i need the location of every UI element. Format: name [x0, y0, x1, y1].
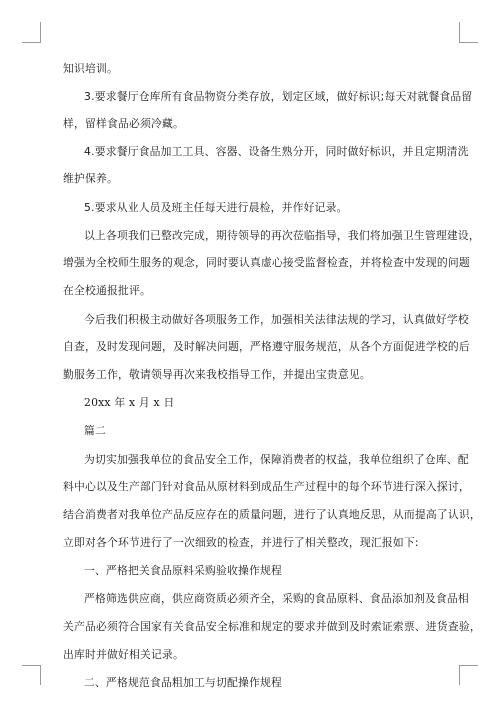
- text-line: 增强为全校师生服务的观念，同时要认真虚心接受监督检查，并将检查中发现的问题: [63, 256, 470, 269]
- text-line: 出库时并做好相关记录。: [63, 648, 184, 661]
- text-line: 以上各项我们已整改完成，期待领导的再次莅临指导，我们将加强卫生管理建设，: [84, 229, 480, 242]
- text-line: 严格筛选供应商，供应商资质必须齐全，采购的食品原料、食品添加剂及食品相: [84, 592, 469, 605]
- date-line: 20xx 年 x 月 x 日: [84, 396, 175, 409]
- text-line: 知识培训。: [63, 62, 118, 75]
- subheading: 一、严格把关食品原料采购验收操作规程: [84, 564, 282, 577]
- text-line: 料中心以及生产部门针对食品从原材料到成品生产过程中的每个环节进行深入探讨，: [63, 480, 470, 493]
- text-line: 今后我们积极主动做好各项服务工作，加强相关法律法规的学习，认真做好学校: [84, 313, 469, 326]
- crop-mark-top-left: [22, 42, 41, 43]
- text-line: 为切实加强我单位的食品安全工作，保障消费者的权益，我单位组织了仓库、配: [84, 453, 469, 466]
- crop-mark-bottom-left: [22, 665, 41, 666]
- text-line: 5.要求从业人员及班主任每天进行晨检，并作好记录。: [84, 201, 348, 214]
- text-line: 结合消费者对我单位产品反应存在的质量问题，进行了认真地反思，从而提高了认识，: [63, 508, 481, 521]
- crop-mark-bottom-left: [40, 665, 41, 685]
- text-line: 4.要求餐厅食品加工工具、容器、设备生熟分开，同时做好标识，并且定期清洗: [84, 145, 469, 158]
- text-line: 3.要求餐厅仓库所有食品物资分类存放，划定区域，做好标识;每天对就餐食品留: [84, 90, 473, 103]
- text-line: 样，留样食品必须冷藏。: [63, 117, 184, 130]
- crop-mark-top-left: [40, 22, 41, 42]
- crop-mark-top-right: [459, 22, 460, 42]
- subheading: 二、严格规范食品粗加工与切配操作规程: [84, 676, 282, 689]
- text-line: 自查，及时发现问题，及时解决问题，严格遵守服务规范，从各个方面促进学校的后: [63, 340, 470, 353]
- crop-mark-top-right: [459, 42, 478, 43]
- section-heading: 篇二: [84, 424, 106, 437]
- text-line: 立即对各个环节进行了一次细致的检查，并进行了相关整改，现汇报如下:: [63, 536, 419, 549]
- crop-mark-bottom-right: [459, 665, 478, 666]
- text-line: 维护保养。: [63, 172, 118, 185]
- text-line: 关产品必须符合国家有关食品安全标准和规定的要求并做到及时索证索票、进货查验，: [63, 620, 481, 633]
- crop-mark-bottom-right: [459, 665, 460, 685]
- text-line: 在全校通报批评。: [63, 284, 151, 297]
- text-line: 勤服务工作，敬请领导再次来我校指导工作，并提出宝贵意见。: [63, 368, 371, 381]
